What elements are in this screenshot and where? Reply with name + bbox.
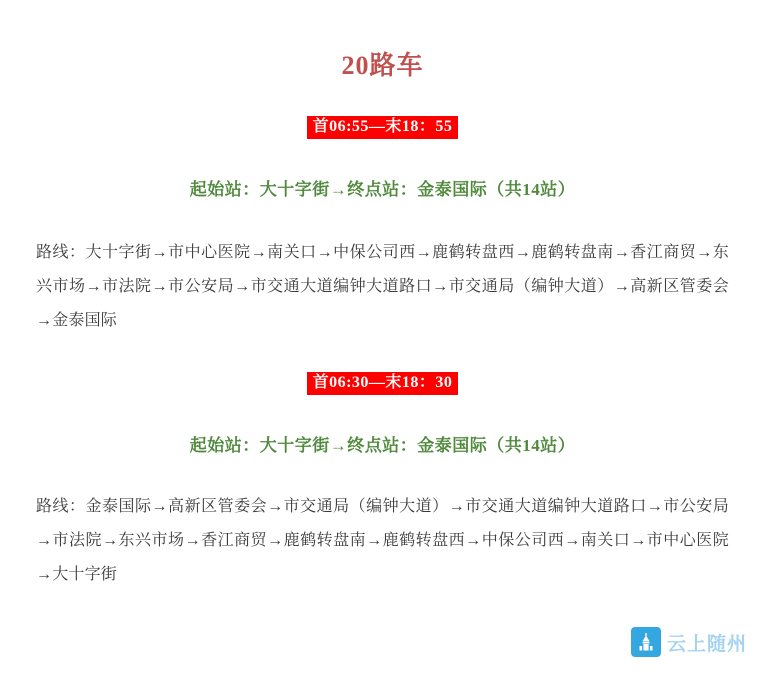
schedule-section-outbound — [0, 116, 765, 338]
station-summary-outbound: 起始站：大十字街→终点站：金泰国际（共14站） — [189, 180, 576, 199]
watermark — [631, 627, 747, 657]
route-detail-inbound: 路线：金泰国际→高新区管委会→市交通局（编钟大道）→市交通大道编钟大道路口→市公安局→市法院→东兴市场→香江商贸→鹿鹤转盘南→鹿鹤转盘西→中保公司西→南关口→市中心医院→大十字街 — [36, 498, 729, 583]
time-range-wrap-outbound — [0, 116, 765, 139]
tower-icon — [631, 627, 661, 657]
page-title: 20路车 — [341, 51, 424, 80]
time-range-wrap-inbound — [0, 372, 765, 395]
time-range-badge-inbound: 首06:30—末18：30 — [307, 372, 459, 395]
time-range-badge-outbound: 首06:55—末18：55 — [307, 116, 459, 139]
schedule-section-inbound — [0, 372, 765, 592]
route-detail-outbound: 路线：大十字街→市中心医院→南关口→中保公司西→鹿鹤转盘西→鹿鹤转盘南→香江商贸→东兴市场→市法院→市公安局→市交通大道编钟大道路口→市交通局（编钟大道）→高新区管委会→金泰国际 — [36, 244, 729, 329]
station-summary-inbound: 起始站：大十字街→终点站：金泰国际（共14站） — [189, 436, 576, 455]
watermark-label: 云上随州 — [666, 633, 747, 655]
